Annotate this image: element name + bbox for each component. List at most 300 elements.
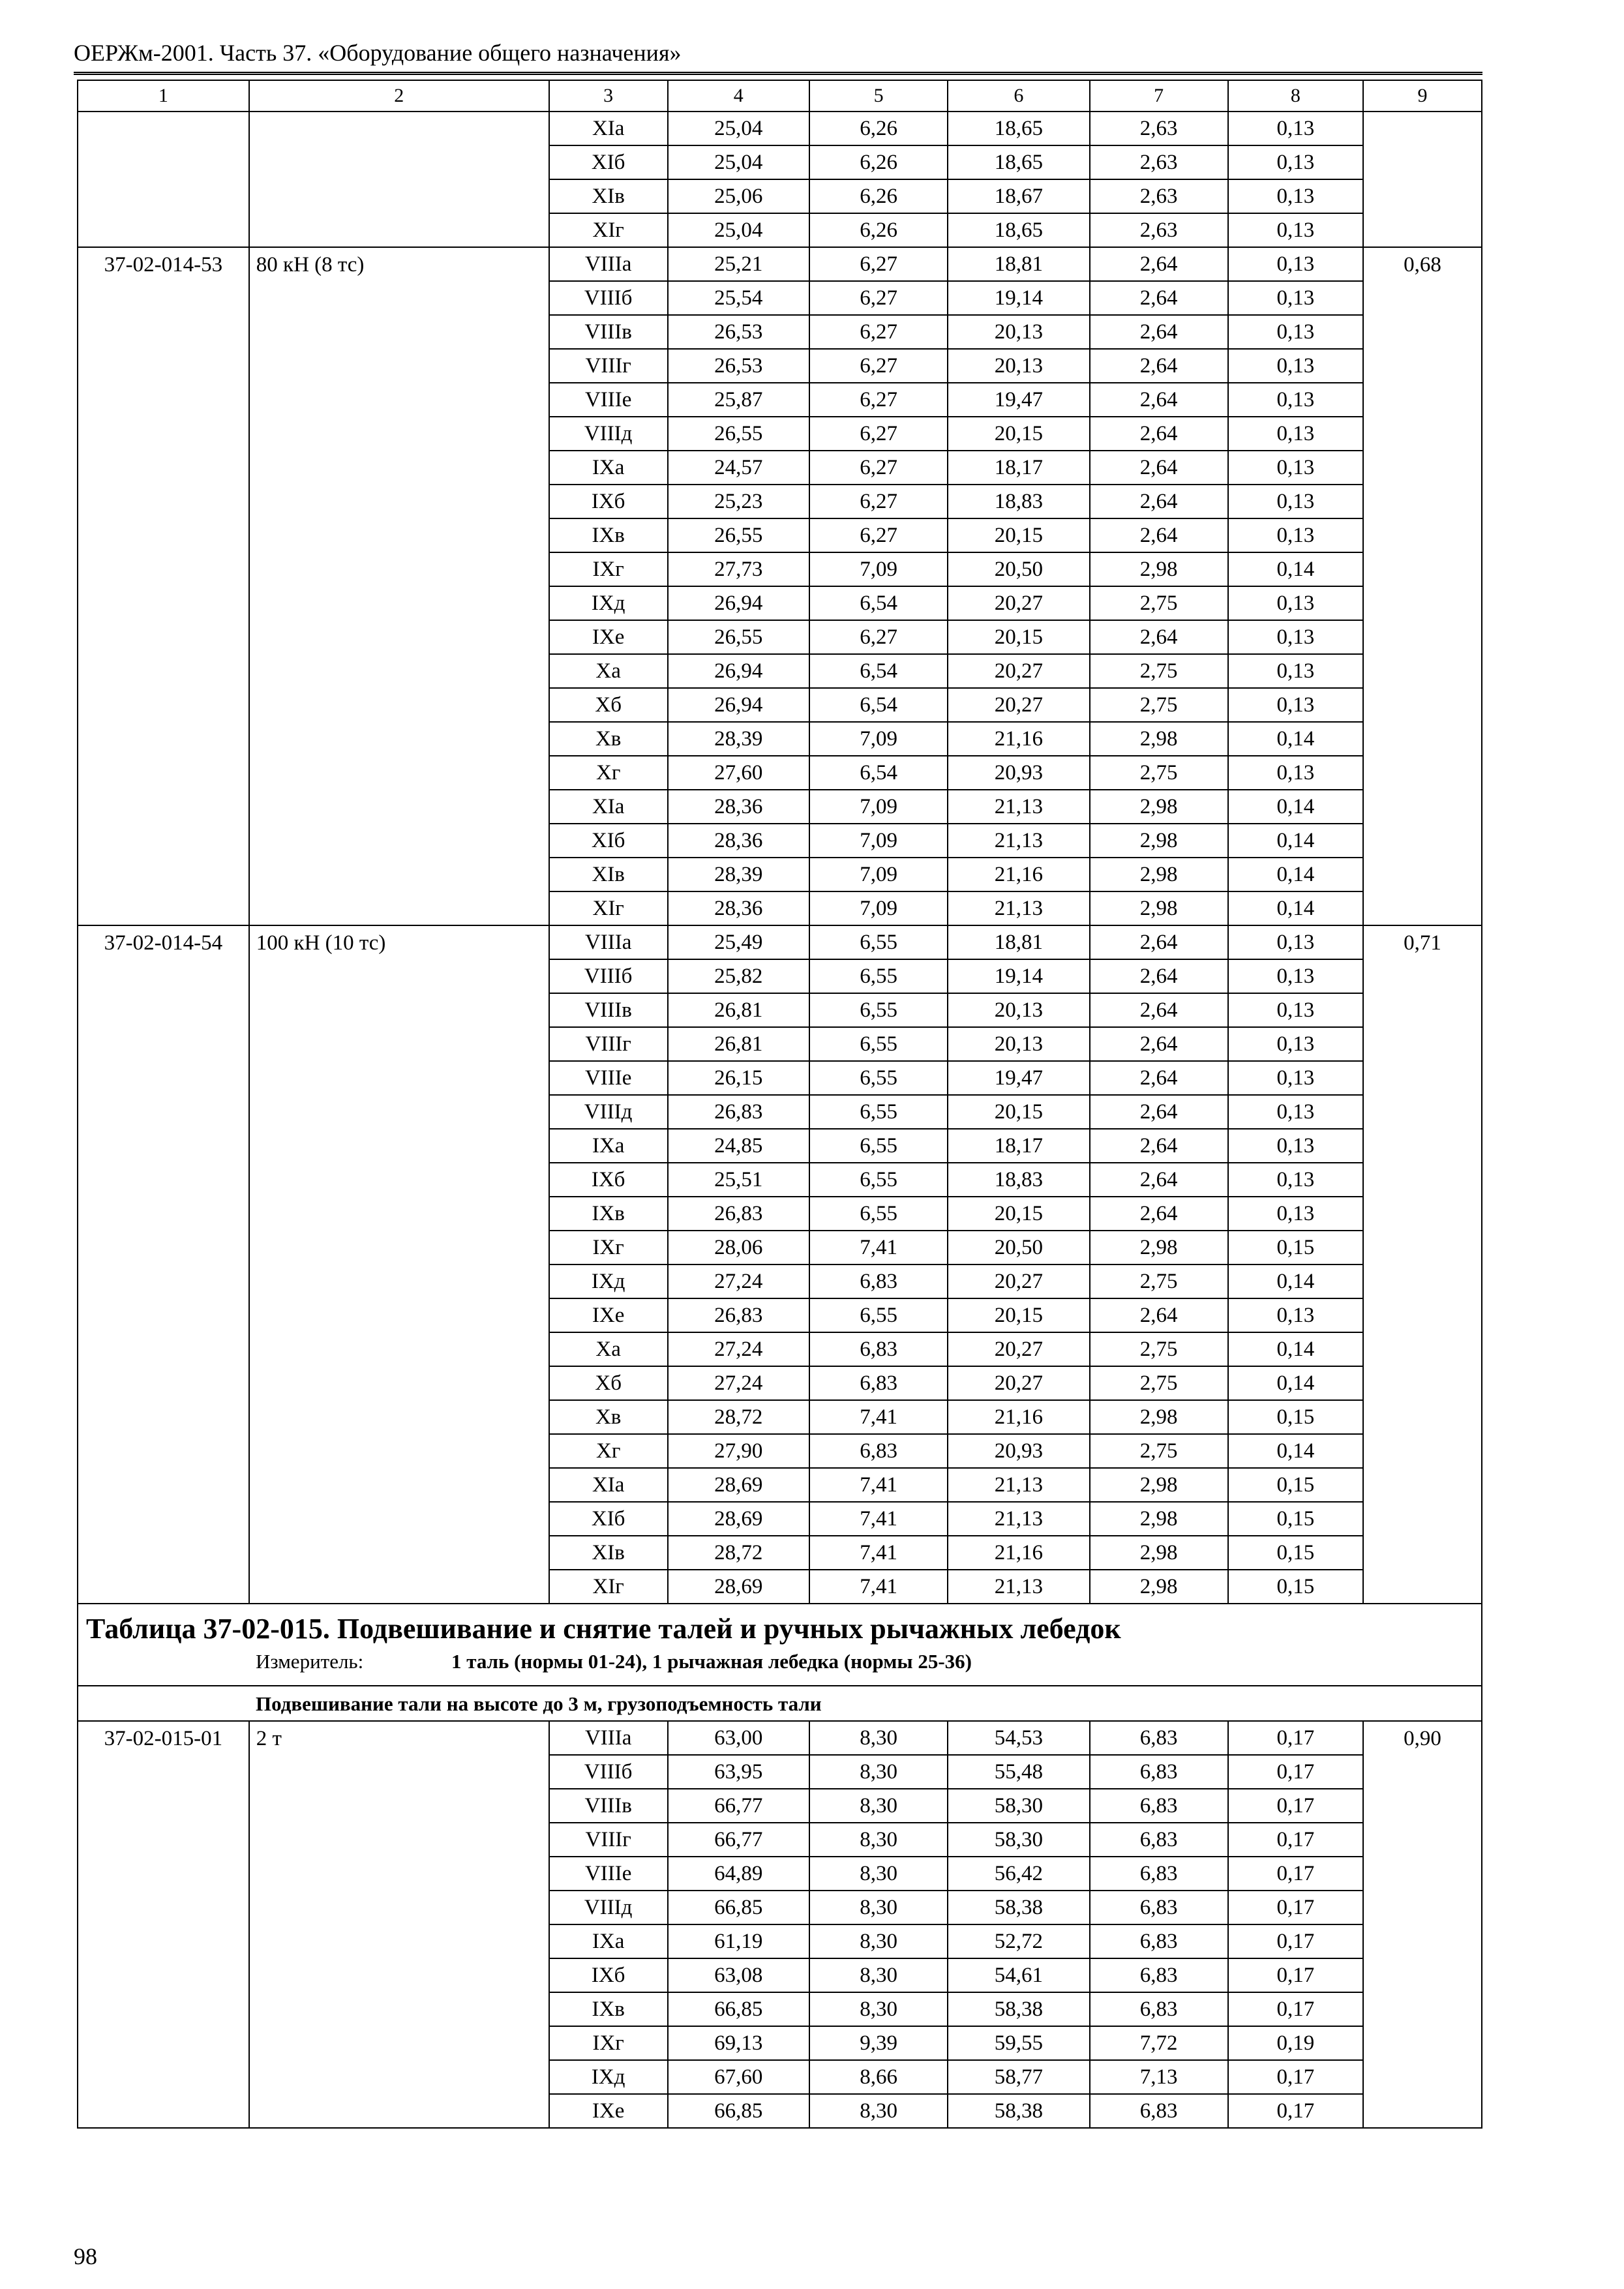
value-cell: 7,09: [809, 891, 948, 925]
value-cell: VIIIа: [549, 1721, 668, 1755]
value-cell: 8,30: [809, 1924, 948, 1958]
value-cell: 2,98: [1090, 891, 1228, 925]
value-cell: XIв: [549, 1536, 668, 1570]
value-cell: 2,98: [1090, 1468, 1228, 1502]
value-cell: 8,30: [809, 1992, 948, 2026]
value-cell: 2,64: [1090, 620, 1228, 654]
page-number: 98: [74, 2243, 97, 2269]
value-cell: 6,26: [809, 145, 948, 179]
value-cell: 0,13: [1228, 654, 1363, 688]
value-cell: 0,17: [1228, 1823, 1363, 1857]
value-cell: 6,27: [809, 485, 948, 518]
table-row: [78, 925, 1482, 959]
value-cell: Xа: [549, 1332, 668, 1366]
value-cell: IXб: [549, 485, 668, 518]
norm-name: 80 кН (8 тс): [249, 247, 549, 925]
value-cell: 2,64: [1090, 247, 1228, 281]
value-cell: 6,83: [809, 1332, 948, 1366]
page-header: ОЕРЖм-2001. Часть 37. «Оборудование общего назначения»: [74, 40, 682, 66]
value-cell: 8,30: [809, 1823, 948, 1857]
value-cell: 26,53: [668, 349, 809, 383]
value-cell: 0,14: [1228, 1366, 1363, 1400]
value-cell: 20,15: [948, 1095, 1089, 1129]
value-cell: 2,64: [1090, 349, 1228, 383]
value-cell: 0,17: [1228, 1924, 1363, 1958]
value-cell: 25,51: [668, 1163, 809, 1197]
value-cell: 2,64: [1090, 315, 1228, 349]
value-cell: 0,14: [1228, 858, 1363, 891]
value-cell: 2,63: [1090, 179, 1228, 213]
measure-value: 1 таль (нормы 01-24), 1 рычажная лебедка (нормы 25-36): [451, 1650, 972, 1673]
value-cell: 18,17: [948, 1129, 1089, 1163]
value-cell: 2,75: [1090, 654, 1228, 688]
value-cell: 7,09: [809, 552, 948, 586]
value-cell: VIIIг: [549, 1823, 668, 1857]
value-cell: Xб: [549, 688, 668, 722]
value-cell: VIIIд: [549, 417, 668, 451]
value-cell: Xв: [549, 1400, 668, 1434]
norm-code: 37-02-014-53: [78, 247, 249, 925]
value-cell: 26,81: [668, 1027, 809, 1061]
value-cell: 6,27: [809, 315, 948, 349]
value-cell: 58,30: [948, 1823, 1089, 1857]
value-cell: 0,17: [1228, 2060, 1363, 2094]
value-cell: 2,64: [1090, 1298, 1228, 1332]
value-cell: 6,83: [1090, 1755, 1228, 1789]
value-cell: 0,17: [1228, 1721, 1363, 1755]
value-cell: 6,55: [809, 1197, 948, 1231]
value-cell: 2,64: [1090, 1197, 1228, 1231]
value-cell: 20,50: [948, 1231, 1089, 1264]
value-cell: 61,19: [668, 1924, 809, 1958]
table-body: [78, 80, 1482, 2128]
value-cell: 21,16: [948, 1536, 1089, 1570]
column-number-row: [78, 80, 1482, 112]
value-cell: 20,15: [948, 518, 1089, 552]
value-cell: 2,98: [1090, 1502, 1228, 1536]
value-cell: 8,30: [809, 1755, 948, 1789]
column-number: 8: [1228, 80, 1363, 112]
value-cell: 28,36: [668, 790, 809, 824]
value-cell: 7,72: [1090, 2026, 1228, 2060]
value-cell: 26,94: [668, 654, 809, 688]
value-cell: 0,19: [1228, 2026, 1363, 2060]
col9-value: 0,90: [1363, 1721, 1482, 2128]
value-cell: 0,15: [1228, 1468, 1363, 1502]
table-row: [78, 1721, 1482, 1755]
value-cell: 66,85: [668, 2094, 809, 2128]
value-cell: 27,24: [668, 1366, 809, 1400]
value-cell: 26,55: [668, 518, 809, 552]
value-cell: VIIIб: [549, 281, 668, 315]
value-cell: IXг: [549, 1231, 668, 1264]
value-cell: 6,54: [809, 586, 948, 620]
value-cell: 26,83: [668, 1298, 809, 1332]
value-cell: 6,27: [809, 451, 948, 485]
value-cell: VIIIе: [549, 1061, 668, 1095]
value-cell: 0,13: [1228, 383, 1363, 417]
value-cell: 6,27: [809, 247, 948, 281]
value-cell: 21,13: [948, 1468, 1089, 1502]
value-cell: 2,64: [1090, 959, 1228, 993]
value-cell: 25,21: [668, 247, 809, 281]
value-cell: 20,27: [948, 654, 1089, 688]
value-cell: 63,08: [668, 1958, 809, 1992]
subheading-row: [78, 1686, 1482, 1721]
value-cell: 7,41: [809, 1231, 948, 1264]
norm-code: 37-02-014-54: [78, 925, 249, 1604]
value-cell: 0,17: [1228, 1789, 1363, 1823]
value-cell: 20,93: [948, 756, 1089, 790]
norm-code: [78, 112, 249, 247]
value-cell: 21,13: [948, 1502, 1089, 1536]
value-cell: IXе: [549, 1298, 668, 1332]
value-cell: 0,13: [1228, 925, 1363, 959]
value-cell: 6,55: [809, 959, 948, 993]
value-cell: XIа: [549, 1468, 668, 1502]
value-cell: 20,13: [948, 993, 1089, 1027]
value-cell: 0,13: [1228, 247, 1363, 281]
value-cell: 63,95: [668, 1755, 809, 1789]
value-cell: VIIIг: [549, 349, 668, 383]
value-cell: 20,13: [948, 349, 1089, 383]
value-cell: 2,64: [1090, 1095, 1228, 1129]
col9-value: [1363, 112, 1482, 247]
value-cell: 0,15: [1228, 1570, 1363, 1604]
table-title-row: [78, 1604, 1482, 1686]
value-cell: 2,64: [1090, 383, 1228, 417]
value-cell: 6,27: [809, 383, 948, 417]
value-cell: 6,27: [809, 349, 948, 383]
value-cell: 67,60: [668, 2060, 809, 2094]
value-cell: 28,36: [668, 824, 809, 858]
value-cell: 0,14: [1228, 790, 1363, 824]
value-cell: 18,65: [948, 145, 1089, 179]
value-cell: VIIIа: [549, 925, 668, 959]
value-cell: 2,75: [1090, 756, 1228, 790]
column-number: 4: [668, 80, 809, 112]
value-cell: 6,83: [1090, 1857, 1228, 1891]
value-cell: 0,13: [1228, 179, 1363, 213]
value-cell: 0,13: [1228, 281, 1363, 315]
value-cell: VIIIв: [549, 993, 668, 1027]
value-cell: XIб: [549, 824, 668, 858]
value-cell: 0,17: [1228, 1992, 1363, 2026]
value-cell: 20,50: [948, 552, 1089, 586]
value-cell: VIIIб: [549, 1755, 668, 1789]
value-cell: 0,17: [1228, 1755, 1363, 1789]
value-cell: IXд: [549, 2060, 668, 2094]
norm-name: 2 т: [249, 1721, 549, 2128]
value-cell: Xб: [549, 1366, 668, 1400]
value-cell: 2,63: [1090, 145, 1228, 179]
value-cell: 8,66: [809, 2060, 948, 2094]
value-cell: 66,85: [668, 1891, 809, 1924]
value-cell: 0,14: [1228, 1264, 1363, 1298]
value-cell: 6,83: [1090, 1721, 1228, 1755]
value-cell: 0,14: [1228, 824, 1363, 858]
value-cell: XIг: [549, 213, 668, 247]
value-cell: 26,55: [668, 620, 809, 654]
value-cell: 0,13: [1228, 518, 1363, 552]
value-cell: 8,30: [809, 1721, 948, 1755]
value-cell: IXе: [549, 620, 668, 654]
value-cell: 28,69: [668, 1468, 809, 1502]
value-cell: 28,69: [668, 1570, 809, 1604]
value-cell: 2,64: [1090, 1129, 1228, 1163]
value-cell: 24,85: [668, 1129, 809, 1163]
col9-value: 0,68: [1363, 247, 1482, 925]
table-title: Таблица 37-02-015. Подвешивание и снятие талей и ручных рычажных лебедок: [86, 1613, 1121, 1645]
subheading: Подвешивание тали на высоте до 3 м, грузоподъемность тали: [78, 1686, 1482, 1721]
value-cell: 20,15: [948, 620, 1089, 654]
value-cell: IXд: [549, 586, 668, 620]
value-cell: 25,54: [668, 281, 809, 315]
value-cell: 0,14: [1228, 722, 1363, 756]
value-cell: 6,54: [809, 654, 948, 688]
norm-code: 37-02-015-01: [78, 1721, 249, 2128]
value-cell: 2,75: [1090, 1332, 1228, 1366]
value-cell: 0,14: [1228, 552, 1363, 586]
value-cell: 2,75: [1090, 586, 1228, 620]
value-cell: 18,65: [948, 213, 1089, 247]
value-cell: VIIIд: [549, 1095, 668, 1129]
measure-label: Измеритель:: [256, 1650, 364, 1673]
value-cell: 2,64: [1090, 451, 1228, 485]
value-cell: 6,55: [809, 1061, 948, 1095]
value-cell: 0,14: [1228, 891, 1363, 925]
column-number: 9: [1363, 80, 1482, 112]
value-cell: 21,13: [948, 790, 1089, 824]
value-cell: 6,27: [809, 281, 948, 315]
value-cell: 7,41: [809, 1400, 948, 1434]
value-cell: 56,42: [948, 1857, 1089, 1891]
value-cell: 7,41: [809, 1502, 948, 1536]
value-cell: 2,98: [1090, 722, 1228, 756]
value-cell: 59,55: [948, 2026, 1089, 2060]
value-cell: 69,13: [668, 2026, 809, 2060]
header-rule: [74, 72, 1482, 75]
value-cell: IXв: [549, 518, 668, 552]
value-cell: 6,27: [809, 518, 948, 552]
norm-name: [249, 112, 549, 247]
value-cell: 0,13: [1228, 112, 1363, 145]
value-cell: 26,81: [668, 993, 809, 1027]
value-cell: 21,13: [948, 824, 1089, 858]
value-cell: 6,55: [809, 1027, 948, 1061]
column-number: 7: [1090, 80, 1228, 112]
value-cell: 6,83: [809, 1264, 948, 1298]
value-cell: 7,41: [809, 1570, 948, 1604]
table-title-cell: [78, 1604, 1482, 1686]
value-cell: 26,83: [668, 1197, 809, 1231]
value-cell: 9,39: [809, 2026, 948, 2060]
value-cell: IXа: [549, 1924, 668, 1958]
value-cell: 27,90: [668, 1434, 809, 1468]
value-cell: 6,83: [1090, 1823, 1228, 1857]
value-cell: 0,13: [1228, 1163, 1363, 1197]
value-cell: 0,15: [1228, 1502, 1363, 1536]
value-cell: 6,83: [1090, 1992, 1228, 2026]
value-cell: VIIIб: [549, 959, 668, 993]
value-cell: 2,64: [1090, 417, 1228, 451]
value-cell: IXб: [549, 1163, 668, 1197]
value-cell: 66,77: [668, 1823, 809, 1857]
value-cell: 26,94: [668, 586, 809, 620]
value-cell: 25,82: [668, 959, 809, 993]
value-cell: 0,13: [1228, 145, 1363, 179]
value-cell: 26,94: [668, 688, 809, 722]
value-cell: 25,87: [668, 383, 809, 417]
value-cell: 20,15: [948, 1298, 1089, 1332]
value-cell: 28,39: [668, 722, 809, 756]
value-cell: 25,04: [668, 145, 809, 179]
value-cell: 20,27: [948, 1332, 1089, 1366]
value-cell: 2,75: [1090, 688, 1228, 722]
value-cell: 2,98: [1090, 1536, 1228, 1570]
value-cell: 7,41: [809, 1536, 948, 1570]
value-cell: 0,13: [1228, 756, 1363, 790]
value-cell: 6,54: [809, 756, 948, 790]
value-cell: 28,69: [668, 1502, 809, 1536]
value-cell: 25,23: [668, 485, 809, 518]
value-cell: 0,17: [1228, 1958, 1363, 1992]
value-cell: 26,83: [668, 1095, 809, 1129]
value-cell: 0,13: [1228, 959, 1363, 993]
value-cell: 2,63: [1090, 213, 1228, 247]
value-cell: 18,17: [948, 451, 1089, 485]
value-cell: 21,13: [948, 1570, 1089, 1604]
value-cell: 0,15: [1228, 1400, 1363, 1434]
value-cell: 2,64: [1090, 1061, 1228, 1095]
value-cell: 7,41: [809, 1468, 948, 1502]
value-cell: VIIIд: [549, 1891, 668, 1924]
value-cell: 6,26: [809, 112, 948, 145]
value-cell: 25,04: [668, 112, 809, 145]
value-cell: 28,36: [668, 891, 809, 925]
value-cell: 66,85: [668, 1992, 809, 2026]
value-cell: XIб: [549, 1502, 668, 1536]
value-cell: 2,98: [1090, 1400, 1228, 1434]
value-cell: 7,09: [809, 722, 948, 756]
value-cell: 58,38: [948, 1891, 1089, 1924]
value-cell: 26,53: [668, 315, 809, 349]
value-cell: 6,26: [809, 179, 948, 213]
value-cell: 58,38: [948, 1992, 1089, 2026]
value-cell: 6,83: [809, 1366, 948, 1400]
value-cell: 2,98: [1090, 858, 1228, 891]
value-cell: 26,55: [668, 417, 809, 451]
value-cell: 19,47: [948, 1061, 1089, 1095]
value-cell: 20,15: [948, 1197, 1089, 1231]
value-cell: IXб: [549, 1958, 668, 1992]
value-cell: XIа: [549, 112, 668, 145]
value-cell: 20,13: [948, 315, 1089, 349]
value-cell: XIб: [549, 145, 668, 179]
value-cell: 6,54: [809, 688, 948, 722]
value-cell: 6,83: [1090, 1924, 1228, 1958]
column-number: 2: [249, 80, 549, 112]
value-cell: 28,72: [668, 1536, 809, 1570]
value-cell: 27,24: [668, 1332, 809, 1366]
measure-line: [86, 1647, 1473, 1676]
col9-value: 0,71: [1363, 925, 1482, 1604]
value-cell: 21,16: [948, 722, 1089, 756]
value-cell: 26,15: [668, 1061, 809, 1095]
value-cell: 58,77: [948, 2060, 1089, 2094]
value-cell: VIIIе: [549, 383, 668, 417]
column-number: 5: [809, 80, 948, 112]
value-cell: 18,67: [948, 179, 1089, 213]
value-cell: 2,98: [1090, 552, 1228, 586]
value-cell: 6,55: [809, 1163, 948, 1197]
value-cell: 6,83: [1090, 1789, 1228, 1823]
value-cell: 2,64: [1090, 925, 1228, 959]
value-cell: 20,27: [948, 1264, 1089, 1298]
value-cell: 2,98: [1090, 790, 1228, 824]
value-cell: 0,15: [1228, 1536, 1363, 1570]
value-cell: 6,27: [809, 620, 948, 654]
value-cell: 2,63: [1090, 112, 1228, 145]
value-cell: 0,13: [1228, 315, 1363, 349]
column-number: 3: [549, 80, 668, 112]
value-cell: 2,64: [1090, 1027, 1228, 1061]
value-cell: IXв: [549, 1992, 668, 2026]
value-cell: 6,83: [809, 1434, 948, 1468]
value-cell: 18,81: [948, 925, 1089, 959]
value-cell: 25,04: [668, 213, 809, 247]
value-cell: IXд: [549, 1264, 668, 1298]
value-cell: 0,17: [1228, 1857, 1363, 1891]
value-cell: 0,13: [1228, 1095, 1363, 1129]
value-cell: 2,75: [1090, 1434, 1228, 1468]
value-cell: 21,16: [948, 1400, 1089, 1434]
value-cell: Xв: [549, 722, 668, 756]
value-cell: 2,98: [1090, 1570, 1228, 1604]
value-cell: 8,30: [809, 1958, 948, 1992]
value-cell: 58,38: [948, 2094, 1089, 2128]
norms-table: [77, 80, 1482, 2129]
value-cell: 2,75: [1090, 1366, 1228, 1400]
value-cell: 27,60: [668, 756, 809, 790]
value-cell: 6,83: [1090, 1958, 1228, 1992]
value-cell: 8,30: [809, 1891, 948, 1924]
value-cell: 0,14: [1228, 1332, 1363, 1366]
value-cell: 21,16: [948, 858, 1089, 891]
value-cell: 7,13: [1090, 2060, 1228, 2094]
value-cell: 19,47: [948, 383, 1089, 417]
value-cell: 0,13: [1228, 1197, 1363, 1231]
table-row: [78, 112, 1482, 145]
value-cell: 58,30: [948, 1789, 1089, 1823]
value-cell: 0,13: [1228, 349, 1363, 383]
value-cell: 19,14: [948, 959, 1089, 993]
value-cell: 0,17: [1228, 2094, 1363, 2128]
value-cell: 54,53: [948, 1721, 1089, 1755]
value-cell: IXг: [549, 552, 668, 586]
value-cell: 0,13: [1228, 1129, 1363, 1163]
value-cell: 54,61: [948, 1958, 1089, 1992]
value-cell: 6,83: [1090, 1891, 1228, 1924]
value-cell: 20,93: [948, 1434, 1089, 1468]
value-cell: 2,98: [1090, 824, 1228, 858]
value-cell: IXа: [549, 451, 668, 485]
value-cell: 8,30: [809, 1789, 948, 1823]
value-cell: Xг: [549, 756, 668, 790]
value-cell: 25,06: [668, 179, 809, 213]
value-cell: 2,75: [1090, 1264, 1228, 1298]
value-cell: 20,27: [948, 586, 1089, 620]
